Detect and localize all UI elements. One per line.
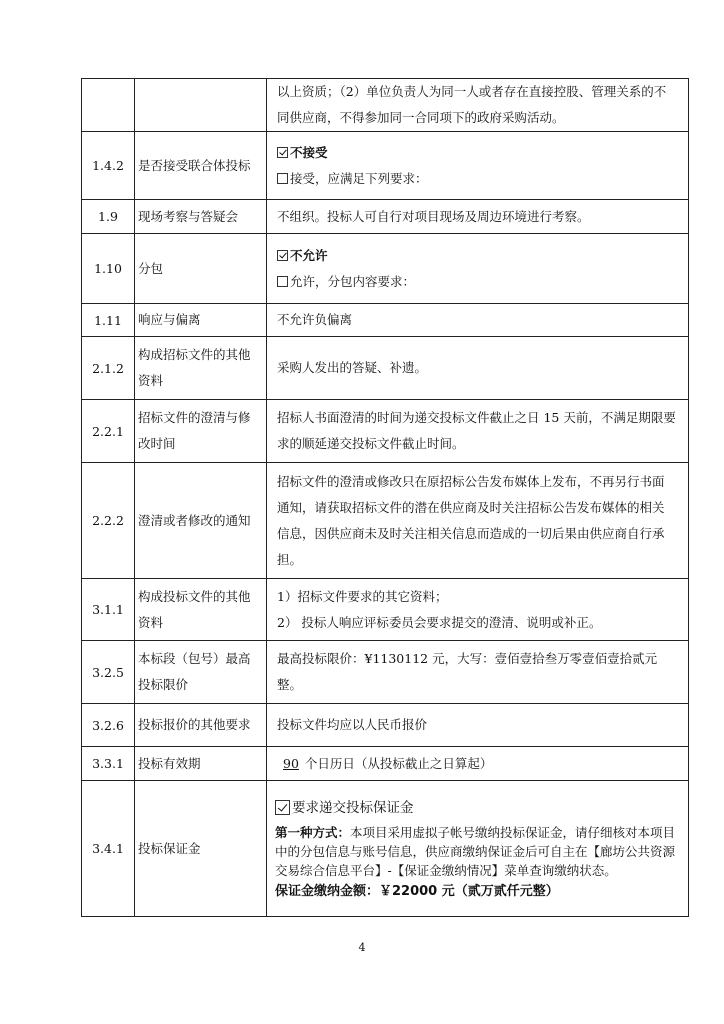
row-content: 不接受 接受，应满足下列要求： (267, 132, 689, 200)
row-number: 3.3.1 (82, 747, 135, 781)
row-item: 是否接受联合体投标 (135, 132, 267, 200)
row-item: 本标段（包号）最高 投标限价 (135, 641, 267, 704)
row-number: 3.1.1 (82, 579, 135, 641)
row-content: 90 个日历日（从投标截止之日算起） (267, 747, 689, 781)
row-item: 投标保证金 (135, 781, 267, 917)
row-number: 2.1.2 (82, 337, 135, 400)
row-item: 澄清或者修改的通知 (135, 463, 267, 579)
row-number: 3.4.1 (82, 781, 135, 917)
row-content: 不组织。投标人可自行对项目现场及周边环境进行考察。 (267, 200, 689, 234)
row-content: 招标文件的澄清或修改只在原招标公告发布媒体上发布，不再另行书面 通知，请获取招标文件的潜在供应商及时关注招标公告发布媒体的相关 信息，因供应商未及时关注相关信息而造成的一切后果由供应商自行承 担。 (267, 463, 689, 579)
row-number: 3.2.6 (82, 704, 135, 747)
table-row (82, 304, 689, 337)
row-number: 2.2.2 (82, 463, 135, 579)
table-row (82, 781, 689, 917)
row-content: 以上资质；（2）单位负责人为同一人或者存在直接控股、管理关系的不 同供应商，不得参加同一合同项下的政府采购活动。 (267, 79, 689, 132)
row-item: 分包 (135, 234, 267, 304)
row-number: 1.9 (82, 200, 135, 234)
checkbox-checked-icon (277, 147, 288, 158)
row-content: 最高投标限价：¥1130112 元，大写：壹佰壹拾叁万零壹佰壹拾贰元整。 (267, 641, 689, 704)
table-row (82, 747, 689, 781)
row-item: 构成投标文件的其他 资料 (135, 579, 267, 641)
row-content: 采购人发出的答疑、补遗。 (267, 337, 689, 400)
row-item: 构成招标文件的其他 资料 (135, 337, 267, 400)
table-row (82, 234, 689, 304)
bidding-data-table (81, 78, 689, 917)
row-number: 3.2.5 (82, 641, 135, 704)
checkbox-checked-icon (275, 800, 290, 815)
row-content: 1）招标文件要求的其它资料； 2） 投标人响应评标委员会要求提交的澄清、说明或补正。 (267, 579, 689, 641)
row-item: 投标报价的其他要求 (135, 704, 267, 747)
checkbox-checked-icon (277, 250, 288, 261)
table-row (82, 641, 689, 704)
row-item: 投标有效期 (135, 747, 267, 781)
row-number (82, 79, 135, 132)
table-row (82, 704, 689, 747)
validity-days: 90 (283, 755, 299, 771)
row-item (135, 79, 267, 132)
row-number: 2.2.1 (82, 400, 135, 463)
row-content: 要求递交投标保证金 第一种方式：本项目采用虚拟子帐号缴纳投标保证金，请仔细核对本项目 中的分包信息与账号信息，供应商缴纳保证金后可自主在【廊坊公共资源 交易综合信息平台】-【保证金缴纳情况】菜单查询缴纳状态。 保证金缴纳金额：￥22000 元（贰万贰仟元整） (267, 781, 689, 917)
checkbox-empty-icon (277, 173, 288, 184)
row-number: 1.10 (82, 234, 135, 304)
table-row (82, 200, 689, 234)
table-row (82, 79, 689, 132)
table-row (82, 132, 689, 200)
table-row (82, 337, 689, 400)
row-item: 招标文件的澄清与修 改时间 (135, 400, 267, 463)
row-item: 响应与偏离 (135, 304, 267, 337)
checkbox-empty-icon (277, 276, 288, 287)
row-number: 1.11 (82, 304, 135, 337)
table-row (82, 400, 689, 463)
row-content: 不允许 允许，分包内容要求： (267, 234, 689, 304)
table-row (82, 579, 689, 641)
row-content: 投标文件均应以人民币报价 (267, 704, 689, 747)
page-number: 4 (358, 941, 366, 954)
table-row (82, 463, 689, 579)
row-item: 现场考察与答疑会 (135, 200, 267, 234)
row-number: 1.4.2 (82, 132, 135, 200)
row-content: 不允许负偏离 (267, 304, 689, 337)
deposit-amount: 保证金缴纳金额：￥22000 元（贰万贰仟元整） (275, 884, 559, 899)
row-content: 招标人书面澄清的时间为递交投标文件截止之日 15 天前，不满足期限要 求的顺延递交投标文件截止时间。 (267, 400, 689, 463)
